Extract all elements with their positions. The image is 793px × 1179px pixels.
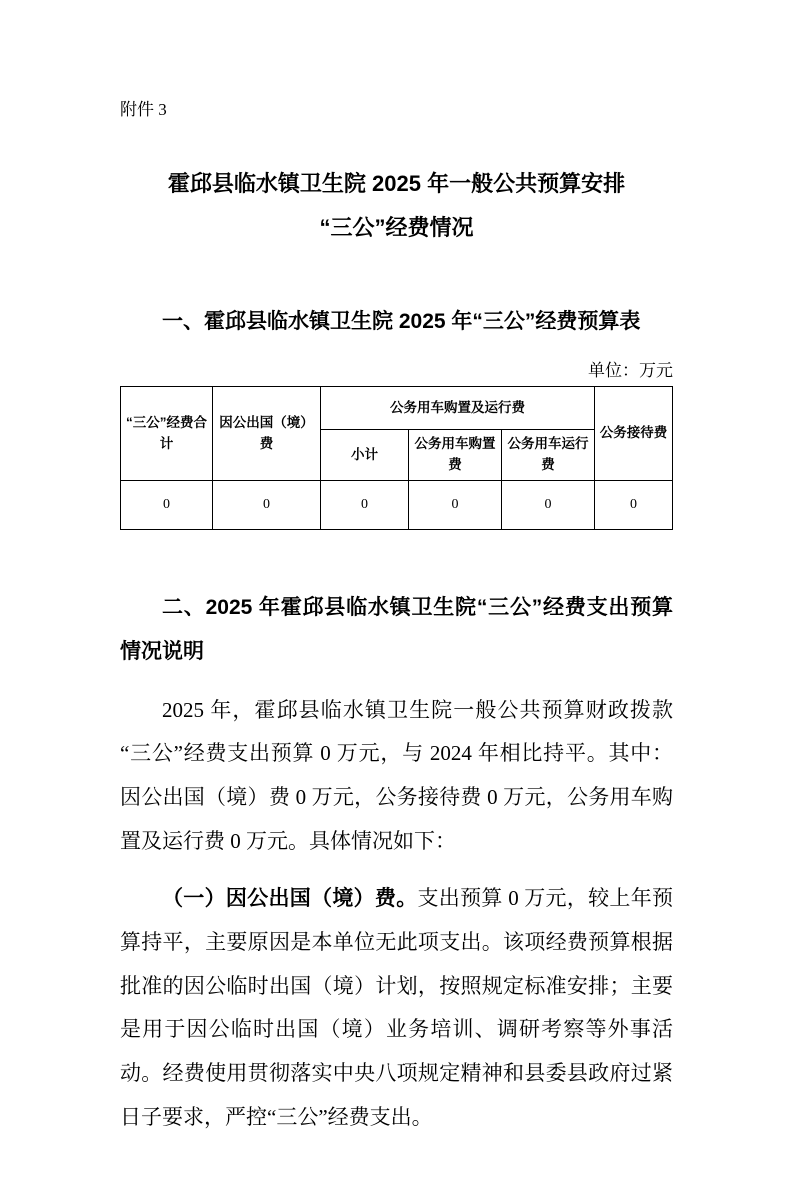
table-cell-vehicle-subtotal: 0 (321, 481, 409, 530)
table-unit-label: 单位：万元 (588, 360, 673, 380)
table-header-vehicle-group: 公务用车购置及运行费 (321, 387, 595, 430)
paragraph2-body: 支出预算 0 万元，较上年预算持平，主要原因是本单位无此项支出。该项经费预算根据批准的因公临时出国（境）计划，按照规定标准安排；主要是用于因公临时出国（境）业务培训、调研考察等外事活动。经费使用贯彻落实中央八项规定精神和县委县政府过紧日子要求，严控“三公”经费支出。 (120, 886, 673, 1129)
table-header-vehicle-subtotal: 小计 (321, 430, 409, 481)
table-header-abroad: 因公出国（境）费 (213, 387, 321, 481)
section2-paragraph2 (120, 877, 673, 1139)
table-cell-total: 0 (121, 481, 213, 530)
table-header-vehicle-purchase: 公务用车购置费 (409, 430, 502, 481)
table-row (121, 481, 673, 530)
section2-paragraph1: 2025 年，霍邱县临水镇卫生院一般公共预算财政拨款“三公”经费支出预算 0 万元，与 2024 年相比持平。其中：因公出国（境）费 0 万元，公务接待费 0 万元，公务用车购置及运行费 0 万元。具体情况如下： (120, 697, 673, 853)
attachment-label: 附件 3 (120, 100, 167, 119)
table-cell-vehicle-purchase: 0 (409, 481, 502, 530)
table-header-total: “三公”经费合计 (121, 387, 213, 481)
section1-heading: 一、霍邱县临水镇卫生院 2025 年“三公”经费预算表 (162, 309, 641, 333)
table-cell-abroad: 0 (213, 481, 321, 530)
document-title-line2: “三公”经费情况 (319, 214, 474, 240)
section2-heading: 二、2025 年霍邱县临水镇卫生院“三公”经费支出预算情况说明 (120, 596, 673, 664)
document-title-line1: 霍邱县临水镇卫生院 2025 年一般公共预算安排 (167, 170, 626, 196)
table-cell-vehicle-operation: 0 (502, 481, 595, 530)
table-header-vehicle-operation: 公务用车运行费 (502, 430, 595, 481)
table-header-reception: 公务接待费 (595, 387, 673, 481)
paragraph2-lead: （一）因公出国（境）费。 (162, 887, 418, 911)
budget-table (120, 386, 673, 530)
table-cell-reception: 0 (595, 481, 673, 530)
document-title (120, 162, 673, 250)
